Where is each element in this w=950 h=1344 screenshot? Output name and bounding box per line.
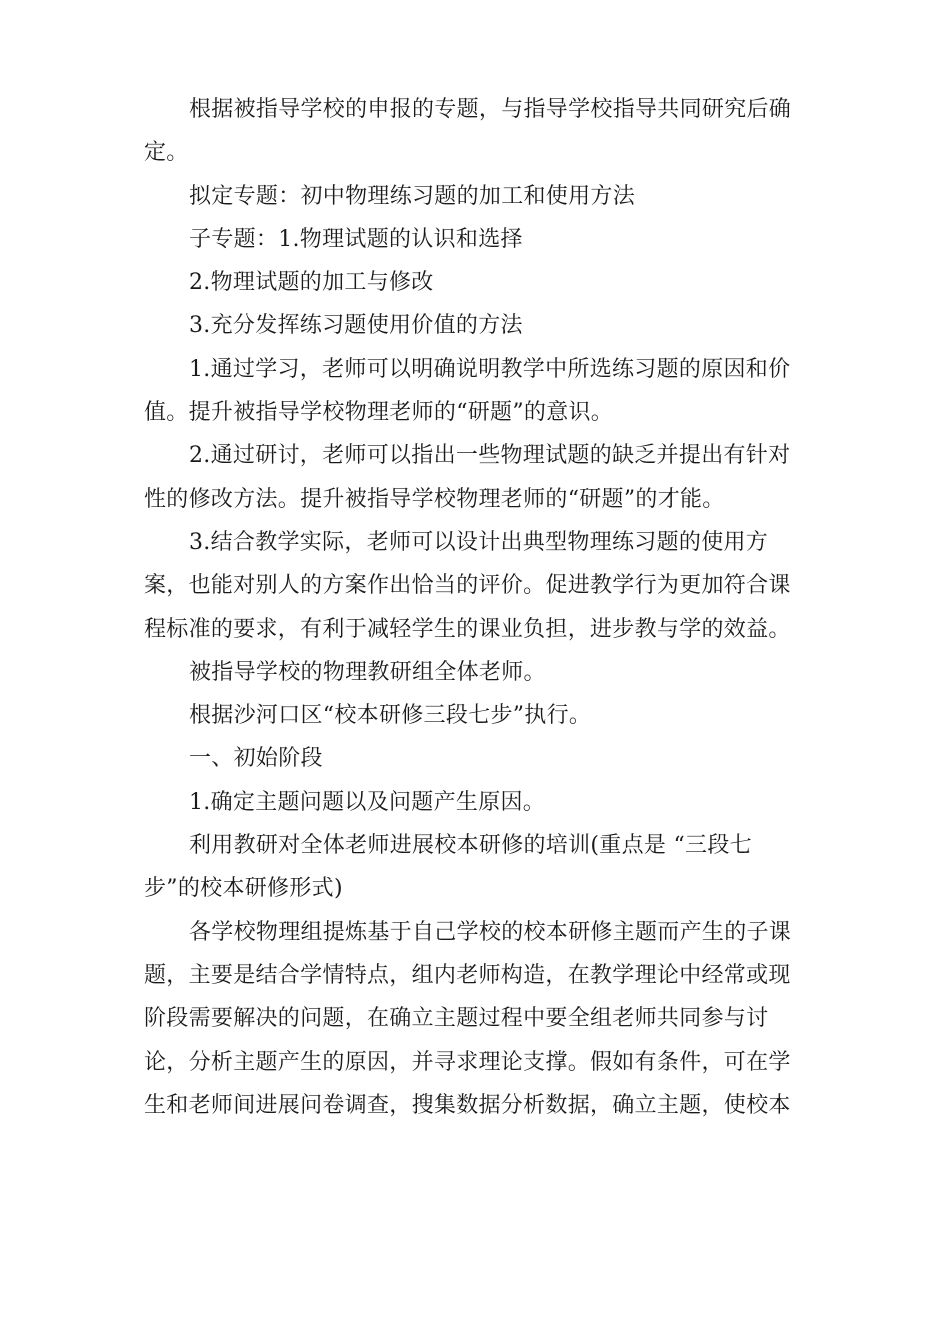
text-line: 拟定专题：初中物理练习题的加工和使用方法 [189, 183, 636, 209]
text-line: 案，也能对别人的方案作出恰当的评价。促进教学行为更加符合课 [144, 573, 791, 599]
text-line: 2.通过研讨，老师可以指出一些物理试题的缺乏并提出有针对 [189, 443, 791, 469]
text-line: 阶段需要解决的问题，在确立主题过程中要全组老师共同参与讨 [144, 1006, 769, 1032]
text-line: 程标准的要求，有利于减轻学生的课业负担，进步教与学的效益。 [144, 616, 791, 642]
section-heading: 一、初始阶段 [189, 746, 323, 772]
text-line: 被指导学校的物理教研组全体老师。 [189, 659, 546, 685]
text-line: 1.通过学习，老师可以明确说明教学中所选练习题的原因和价 [189, 356, 791, 382]
text-line: 3.结合教学实际，老师可以设计出典型物理练习题的使用方 [189, 529, 769, 555]
text-line: 1.确定主题问题以及问题产生原因。 [189, 789, 546, 815]
text-line: 性的修改方法。提升被指导学校物理老师的“研题”的才能。 [144, 486, 725, 512]
text-line: 利用教研对全体老师进展校本研修的培训(重点是 “三段七 [189, 833, 752, 859]
text-line: 步”的校本研修形式) [144, 876, 343, 902]
text-line: 根据被指导学校的申报的专题，与指导学校指导共同研究后确 [189, 97, 792, 122]
text-line: 题，主要是结合学情特点，组内老师构造，在教学理论中经常或现 [144, 962, 791, 988]
text-line: 生和老师间进展问卷调查，搜集数据分析数据，确立主题，使校本 [144, 1092, 791, 1118]
text-line: 子专题：1.物理试题的认识和选择 [189, 226, 523, 252]
text-line: 各学校物理组提炼基于自己学校的校本研修主题而产生的子课 [189, 919, 792, 945]
text-line: 根据沙河口区“校本研修三段七步”执行。 [189, 703, 592, 729]
text-line: 3.充分发挥练习题使用价值的方法 [189, 313, 523, 339]
document-body [144, 88, 804, 1127]
text-line: 值。提升被指导学校物理老师的“研题”的意识。 [144, 400, 614, 426]
text-line: 论，分析主题产生的原因，并寻求理论支撑。假如有条件，可在学 [144, 1049, 791, 1075]
text-line: 2.物理试题的加工与修改 [189, 270, 434, 296]
text-line: 定。 [144, 140, 189, 166]
